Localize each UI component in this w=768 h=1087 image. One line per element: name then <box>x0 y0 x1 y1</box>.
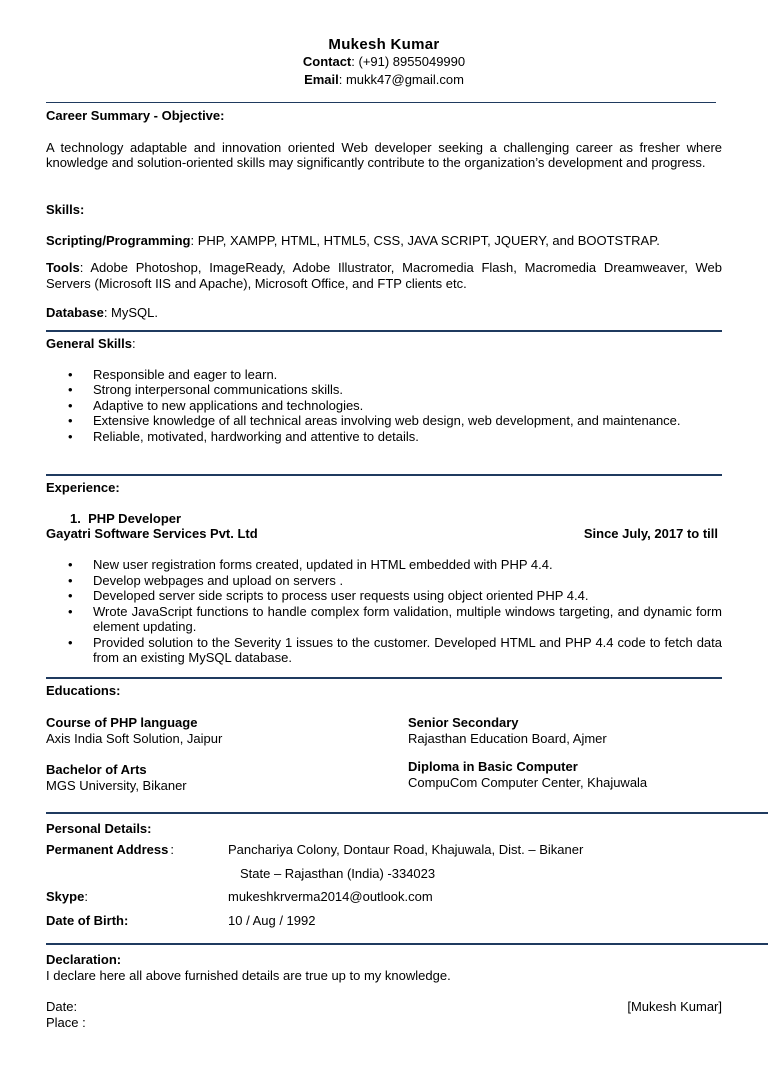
email-line <box>0 72 768 90</box>
company-line <box>46 526 722 542</box>
company-name: Gayatri Software Services Pvt. Ltd <box>46 526 258 541</box>
scripting-value: : PHP, XAMPP, HTML, HTML5, CSS, JAVA SCRIPT, JQUERY, and BOOTSTRAP. <box>190 232 660 248</box>
education-title: Diploma in Basic Computer <box>408 759 578 774</box>
list-item: • Developed server side scripts to process user requests using object oriented PHP 4.4. <box>46 588 722 604</box>
skills-section <box>46 202 722 321</box>
contact-value: : (+91) 8955049990 <box>351 54 466 69</box>
education-title: Senior Secondary <box>408 715 519 730</box>
list-item: • Wrote JavaScript functions to handle complex form validation, multiple windows targeting, and dynamic form element updating. <box>46 604 722 635</box>
experience-list <box>46 557 722 666</box>
list-item: • New user registration forms created, updated in HTML embedded with PHP 4.4. <box>46 557 722 573</box>
experience-divider <box>46 677 722 679</box>
education-institution: Axis India Soft Solution, Jaipur <box>46 730 223 746</box>
job-number: 1. <box>70 510 81 526</box>
scripting-line <box>46 233 722 249</box>
personal-heading: Personal Details: <box>46 821 152 836</box>
skype-label: Skype <box>46 889 85 904</box>
experience-heading: Experience: <box>46 480 120 495</box>
objective-section <box>46 108 722 171</box>
header-divider <box>46 102 716 103</box>
tools-line <box>46 260 722 291</box>
personal-heading-row <box>46 821 152 837</box>
email-label: Email <box>304 72 339 87</box>
tools-label: Tools <box>46 260 80 275</box>
list-item: • Reliable, motivated, hardworking and attentive to details. <box>46 429 722 445</box>
list-item: • Adaptive to new applications and technologies. <box>46 398 722 414</box>
contact-label: Contact <box>302 54 352 69</box>
job-title-line <box>46 511 722 527</box>
education-heading-wrap <box>46 683 722 699</box>
database-value: : MySQL. <box>103 305 158 320</box>
general-skills-divider <box>46 474 722 476</box>
place-label: Place : <box>46 1015 86 1030</box>
skills-heading: Skills: <box>46 202 85 217</box>
objective-heading: Career Summary - Objective: <box>46 108 225 123</box>
contact-line <box>0 54 768 72</box>
tools-value: : Adobe Photoshop, ImageReady, Adobe Illustrator, Macromedia Flash, Macromedia Dreamweaver, Web Servers (Microsoft IIS and Apache), Microsoft Office, and FTP clients etc. <box>46 260 722 291</box>
address-label: Permanent Address <box>46 842 169 857</box>
dob-label: Date of Birth: <box>46 913 129 928</box>
skype-label-row <box>46 889 88 905</box>
education-institution: CompuCom Computer Center, Khajuwala <box>408 774 648 790</box>
database-label: Database <box>46 305 104 320</box>
education-divider <box>46 812 768 814</box>
database-line <box>46 305 722 321</box>
address-line-1: Panchariya Colony, Dontaur Road, Khajuwala, Dist. – Bikaner <box>228 842 584 857</box>
signature: [Mukesh Kumar] <box>627 999 722 1014</box>
skype-value: mukeshkrverma2014@outlook.com <box>228 889 433 904</box>
general-skills-section <box>46 336 722 444</box>
education-entry <box>408 715 722 746</box>
experience-section <box>46 480 722 666</box>
declaration-heading: Declaration: <box>46 952 122 967</box>
date-label: Date: <box>46 999 78 1014</box>
list-item: • Responsible and eager to learn. <box>46 367 722 383</box>
general-skills-heading-colon: : <box>132 336 136 351</box>
list-item: • Extensive knowledge of all technical areas involving web design, web development, and maintenance. <box>46 413 722 429</box>
education-entry <box>408 759 722 790</box>
education-institution: Rajasthan Education Board, Ajmer <box>408 730 607 746</box>
general-skills-list <box>46 367 722 445</box>
general-skills-heading: General Skills <box>46 336 132 351</box>
education-institution: MGS University, Bikaner <box>46 777 187 793</box>
scripting-label: Scripting/Programming <box>46 232 191 248</box>
education-entry <box>46 715 386 746</box>
general-skills-heading-line <box>46 336 722 352</box>
address-line-2: State – Rajasthan (India) -334023 <box>240 866 436 881</box>
declaration-text: I declare here all above furnished details are true up to my knowledge. <box>46 967 451 983</box>
skills-divider <box>46 330 722 332</box>
personal-divider <box>46 943 768 945</box>
education-entry <box>46 762 386 793</box>
education-title: Course of PHP language <box>46 715 198 730</box>
education-heading: Educations: <box>46 683 121 698</box>
candidate-name: Mukesh Kumar <box>328 36 440 53</box>
job-title: PHP Developer <box>88 510 182 526</box>
declaration-section <box>46 952 722 983</box>
address-colon: : <box>170 842 174 857</box>
employment-period: Since July, 2017 to till <box>583 526 718 541</box>
address-label-row <box>46 842 174 858</box>
list-item: • Provided solution to the Severity 1 issues to the customer. Developed HTML and PHP 4.4 code to fetch data from an existing MySQL database. <box>46 635 722 666</box>
resume-header <box>0 37 768 90</box>
skype-colon: : <box>84 889 88 904</box>
objective-text: A technology adaptable and innovation oriented Web developer seeking a challenging career as fresher where knowledge and solution-oriented skills may significantly contribute to the organization’s development and progress. <box>46 139 722 170</box>
list-item: • Develop webpages and upload on servers . <box>46 573 722 589</box>
education-title: Bachelor of Arts <box>46 762 147 777</box>
list-item: • Strong interpersonal communications skills. <box>46 382 722 398</box>
email-value: : mukk47@gmail.com <box>338 72 464 87</box>
dob-value: 10 / Aug / 1992 <box>228 913 316 928</box>
